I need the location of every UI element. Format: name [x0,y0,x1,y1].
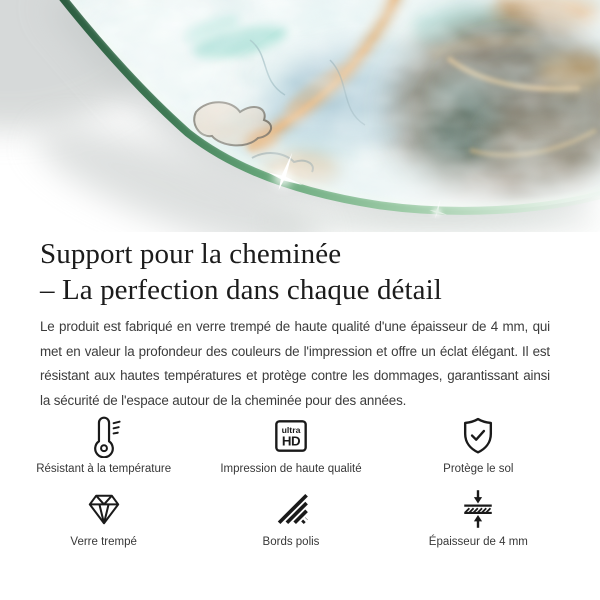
feature-label: Impression de haute qualité [220,463,362,475]
svg-text:ultra: ultra [281,424,301,435]
page-title [40,236,560,308]
feature-label: Protège le sol [443,463,514,475]
feature-label: Résistant à la température [36,463,172,475]
feature-temperature [10,415,197,476]
content-section [0,236,600,413]
feature-label: Bords polis [262,536,320,548]
diamond-icon [82,488,126,530]
feature-label: Épaisseur de 4 mm [428,536,528,548]
thickness-icon [456,488,500,530]
feature-thickness [385,488,572,549]
title-line-2: – La perfection dans chaque détail [40,274,442,306]
feature-print-quality [197,415,384,476]
feature-polished-edges [197,488,384,549]
feature-label: Verre trempé [70,536,137,548]
feature-tempered-glass [10,488,197,549]
ultra-hd-icon [269,415,313,457]
shield-check-icon [456,415,500,457]
title-line-1: Support pour la cheminée [40,238,342,270]
product-photo [0,0,600,232]
thermometer-icon [82,415,126,457]
feature-floor-protection [385,415,572,476]
product-description: Le produit est fabriqué en verre trempé de haute qualité d'une épaisseur de 4 mm, qui met en valeur la profondeur des couleurs de l'impression et offre un éclat élégant. Il est résistant aux hautes températures et protège contre les dommages, garantissant ainsi la sécurité de l'espace autour de la cheminée pour des années. [40,319,550,408]
polished-edges-icon [269,488,313,530]
hero-image [0,0,600,232]
feature-grid [10,415,572,549]
svg-text:HD: HD [281,433,301,449]
